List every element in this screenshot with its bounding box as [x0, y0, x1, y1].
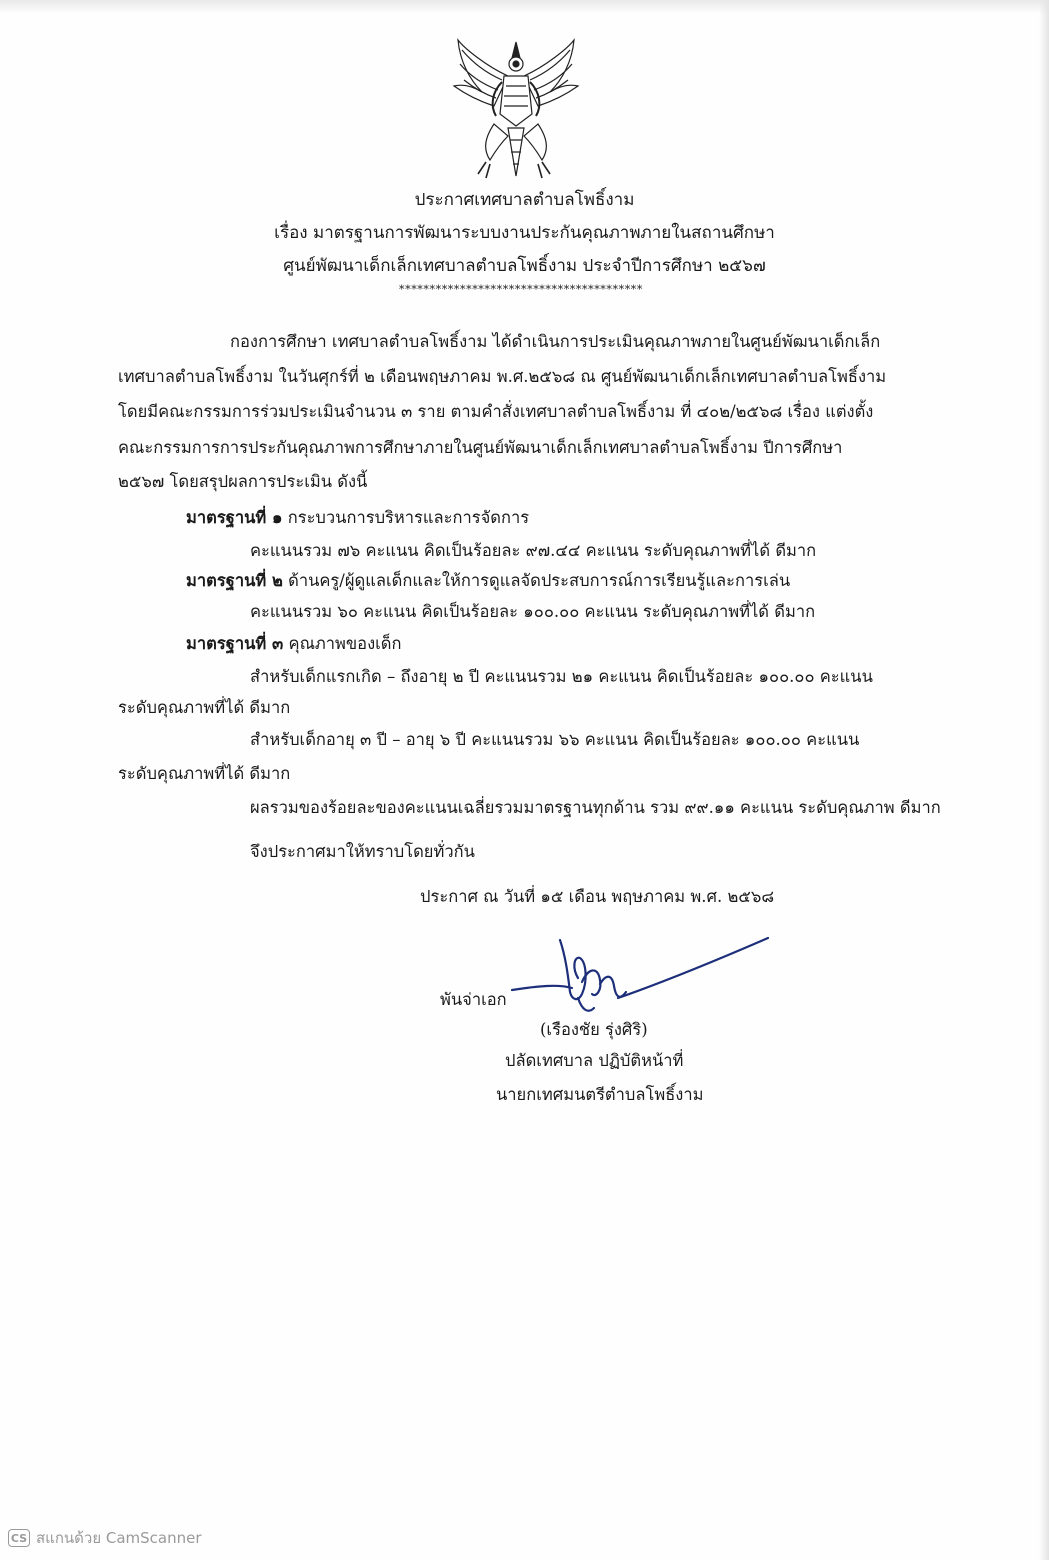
standard-1-label: มาตรฐานที่ ๑: [186, 508, 283, 527]
camscanner-text: สแกนด้วย CamScanner: [36, 1529, 202, 1547]
intro-line-5: ๒๕๖๗ โดยสรุปผลการประเมิน ดังนี้: [118, 472, 368, 491]
standard-3-a-line-1: สำหรับเด็กแรกเกิด – ถึงอายุ ๒ ปี คะแนนรวม ๒๑ คะแนน คิดเป็นร้อยละ ๑๐๐.๐๐ คะแนน: [250, 667, 873, 686]
signer-name: (เรืองชัย รุ่งศิริ): [540, 1020, 648, 1039]
standard-1-score: คะแนนรวม ๗๖ คะแนน คิดเป็นร้อยละ ๙๗.๔๔ คะแนน ระดับคุณภาพที่ได้ ดีมาก: [250, 541, 817, 560]
signer-position-1: ปลัดเทศบาล ปฏิบัติหน้าที่: [505, 1051, 684, 1070]
standard-1: [186, 506, 529, 530]
standard-3-a-line-2: ระดับคุณภาพที่ได้ ดีมาก: [118, 698, 291, 717]
signer-position-2: นายกเทศมนตรีตำบลโพธิ์งาม: [496, 1085, 704, 1104]
doc-subject: เรื่อง มาตรฐานการพัฒนาระบบงานประกันคุณภาพภายในสถานศึกษา: [274, 223, 775, 243]
standard-2-score: คะแนนรวม ๖๐ คะแนน คิดเป็นร้อยละ ๑๐๐.๐๐ คะแนน ระดับคุณภาพที่ได้ ดีมาก: [250, 602, 816, 621]
intro-line-3: โดยมีคณะกรรมการร่วมประเมินจำนวน ๓ ราย ตามคำสั่งเทศบาลตำบลโพธิ์งาม ที่ ๔๐๒/๒๕๖๘ เรื่อง แต่งตั้ง: [118, 402, 874, 421]
standard-3-b-line-2: ระดับคุณภาพที่ได้ ดีมาก: [118, 764, 291, 783]
summary-line: ผลรวมของร้อยละของคะแนนเฉลี่ยรวมมาตรฐานทุกด้าน รวม ๙๙.๑๑ คะแนน ระดับคุณภาพ ดีมาก: [250, 798, 941, 817]
standard-3-label: มาตรฐานที่ ๓: [186, 634, 284, 653]
standard-3-b-line-1: สำหรับเด็กอายุ ๓ ปี – อายุ ๖ ปี คะแนนรวม ๖๖ คะแนน คิดเป็นร้อยละ ๑๐๐.๐๐ คะแนน: [250, 730, 860, 749]
doc-title: ประกาศเทศบาลตำบลโพธิ์งาม: [414, 190, 635, 210]
doc-subtitle: ศูนย์พัฒนาเด็กเล็กเทศบาลตำบลโพธิ์งาม ประจำปีการศึกษา ๒๕๖๗: [283, 256, 766, 276]
camscanner-watermark: [8, 1527, 202, 1549]
paragraph-line: [230, 330, 920, 354]
intro-line-2: เทศบาลตำบลโพธิ์งาม ในวันศุกร์ที่ ๒ เดือนพฤษภาคม พ.ศ.๒๕๖๘ ณ ศูนย์พัฒนาเด็กเล็กเทศบาลตำบลโพธิ์งาม: [118, 367, 887, 386]
garuda-emblem-icon: [446, 36, 586, 184]
handwritten-signature: [508, 928, 808, 1028]
separator-line: ****************************************: [399, 284, 643, 296]
camscanner-logo-icon: CS: [8, 1529, 30, 1547]
intro-line-1: กองการศึกษา เทศบาลตำบลโพธิ์งาม ได้ดำเนินการประเมินคุณภาพภายในศูนย์พัฒนาเด็กเล็ก: [230, 332, 881, 351]
closing-line: จึงประกาศมาให้ทราบโดยทั่วกัน: [250, 842, 475, 861]
standard-2: [186, 569, 790, 593]
standard-2-label: มาตรฐานที่ ๒: [186, 571, 283, 590]
standard-3-title: คุณภาพของเด็ก: [288, 634, 402, 653]
date-line: ประกาศ ณ วันที่ ๑๕ เดือน พฤษภาคม พ.ศ. ๒๕๖๘: [420, 887, 775, 906]
standard-2-title: ด้านครู/ผู้ดูแลเด็กและให้การดูแลจัดประสบการณ์การเรียนรู้และการเล่น: [288, 571, 791, 590]
scan-edge-top: [0, 0, 1049, 14]
intro-line-4: คณะกรรมการการประกันคุณภาพการศึกษาภายในศูนย์พัฒนาเด็กเล็กเทศบาลตำบลโพธิ์งาม ปีการศึกษา: [118, 438, 843, 457]
signer-rank: พันจ่าเอก: [440, 990, 507, 1009]
standard-1-title: กระบวนการบริหารและการจัดการ: [287, 508, 530, 527]
standard-3: [186, 632, 402, 656]
